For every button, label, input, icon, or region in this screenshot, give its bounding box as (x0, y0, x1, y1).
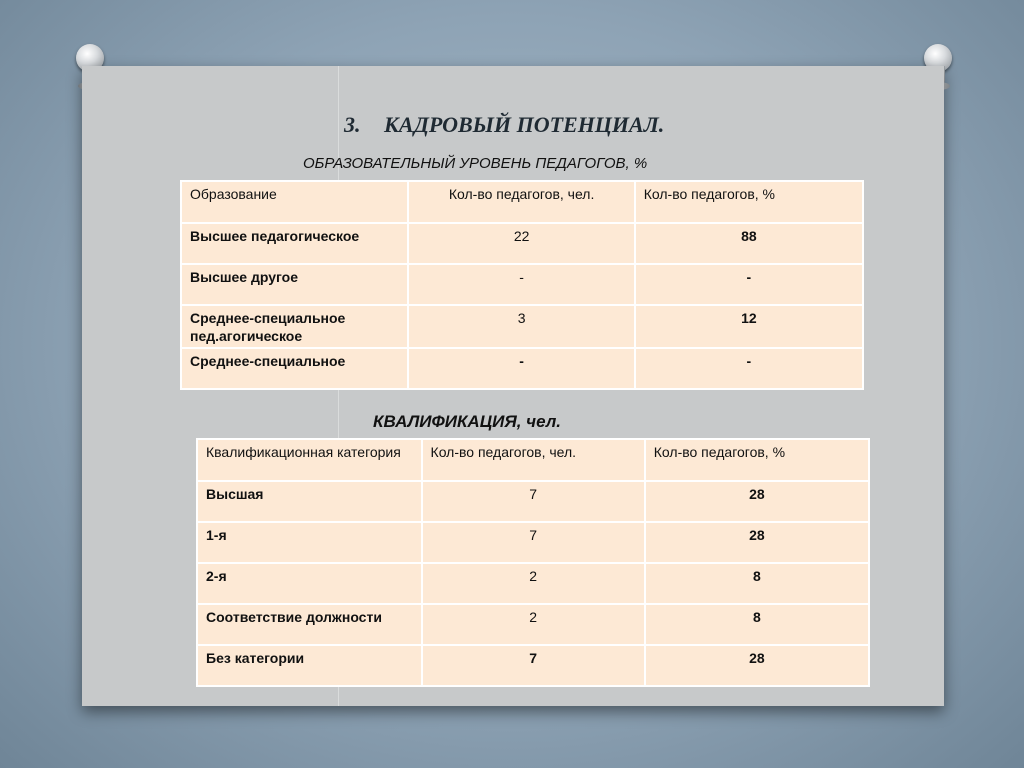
qualification-subtitle: КВАЛИФИКАЦИЯ, чел. (373, 412, 562, 431)
slide-title-text: КАДРОВЫЙ ПОТЕНЦИАЛ. (384, 112, 665, 137)
row-count: 7 (422, 645, 645, 686)
row-count: 2 (422, 604, 645, 645)
row-percent: 28 (645, 481, 869, 522)
table-row (181, 305, 863, 348)
table-row (197, 481, 869, 522)
header-education: Образование (181, 181, 408, 223)
row-count: - (408, 264, 634, 305)
table-header-row (181, 181, 863, 223)
row-name: Высшее педагогическое (181, 223, 408, 264)
row-percent: - (635, 348, 863, 389)
row-name: Высшая (197, 481, 422, 522)
header-percent: Кол-во педагогов, % (645, 439, 869, 481)
header-category: Квалификационная категория (197, 439, 422, 481)
table-row (181, 264, 863, 305)
row-count: - (408, 348, 634, 389)
table-header-row (197, 439, 869, 481)
row-percent: 12 (635, 305, 863, 348)
row-percent: 28 (645, 645, 869, 686)
table-row (197, 645, 869, 686)
row-percent: 8 (645, 604, 869, 645)
header-count: Кол-во педагогов, чел. (408, 181, 634, 223)
education-subtitle: ОБРАЗОВАТЕЛЬНЫЙ УРОВЕНЬ ПЕДАГОГОВ, % (303, 155, 648, 172)
education-table (180, 180, 864, 390)
row-name: Высшее другое (181, 264, 408, 305)
header-percent: Кол-во педагогов, % (635, 181, 863, 223)
row-name: Без категории (197, 645, 422, 686)
row-count: 2 (422, 563, 645, 604)
row-count: 7 (422, 522, 645, 563)
row-count: 3 (408, 305, 634, 348)
table-row (197, 522, 869, 563)
row-name: 1-я (197, 522, 422, 563)
row-percent: - (635, 264, 863, 305)
row-count: 7 (422, 481, 645, 522)
row-percent: 88 (635, 223, 863, 264)
row-name: Среднее-специальное пед.агогическое (181, 305, 408, 348)
table-row (181, 348, 863, 389)
row-name: 2-я (197, 563, 422, 604)
slide-title (344, 112, 664, 138)
row-percent: 28 (645, 522, 869, 563)
row-name: Среднее-специальное (181, 348, 408, 389)
table-row (197, 604, 869, 645)
row-percent: 8 (645, 563, 869, 604)
row-count: 22 (408, 223, 634, 264)
table-row (181, 223, 863, 264)
table-row (197, 563, 869, 604)
row-name: Соответствие должности (197, 604, 422, 645)
slide-number: 3. (344, 112, 361, 137)
qualification-table (196, 438, 870, 687)
header-count: Кол-во педагогов, чел. (422, 439, 645, 481)
